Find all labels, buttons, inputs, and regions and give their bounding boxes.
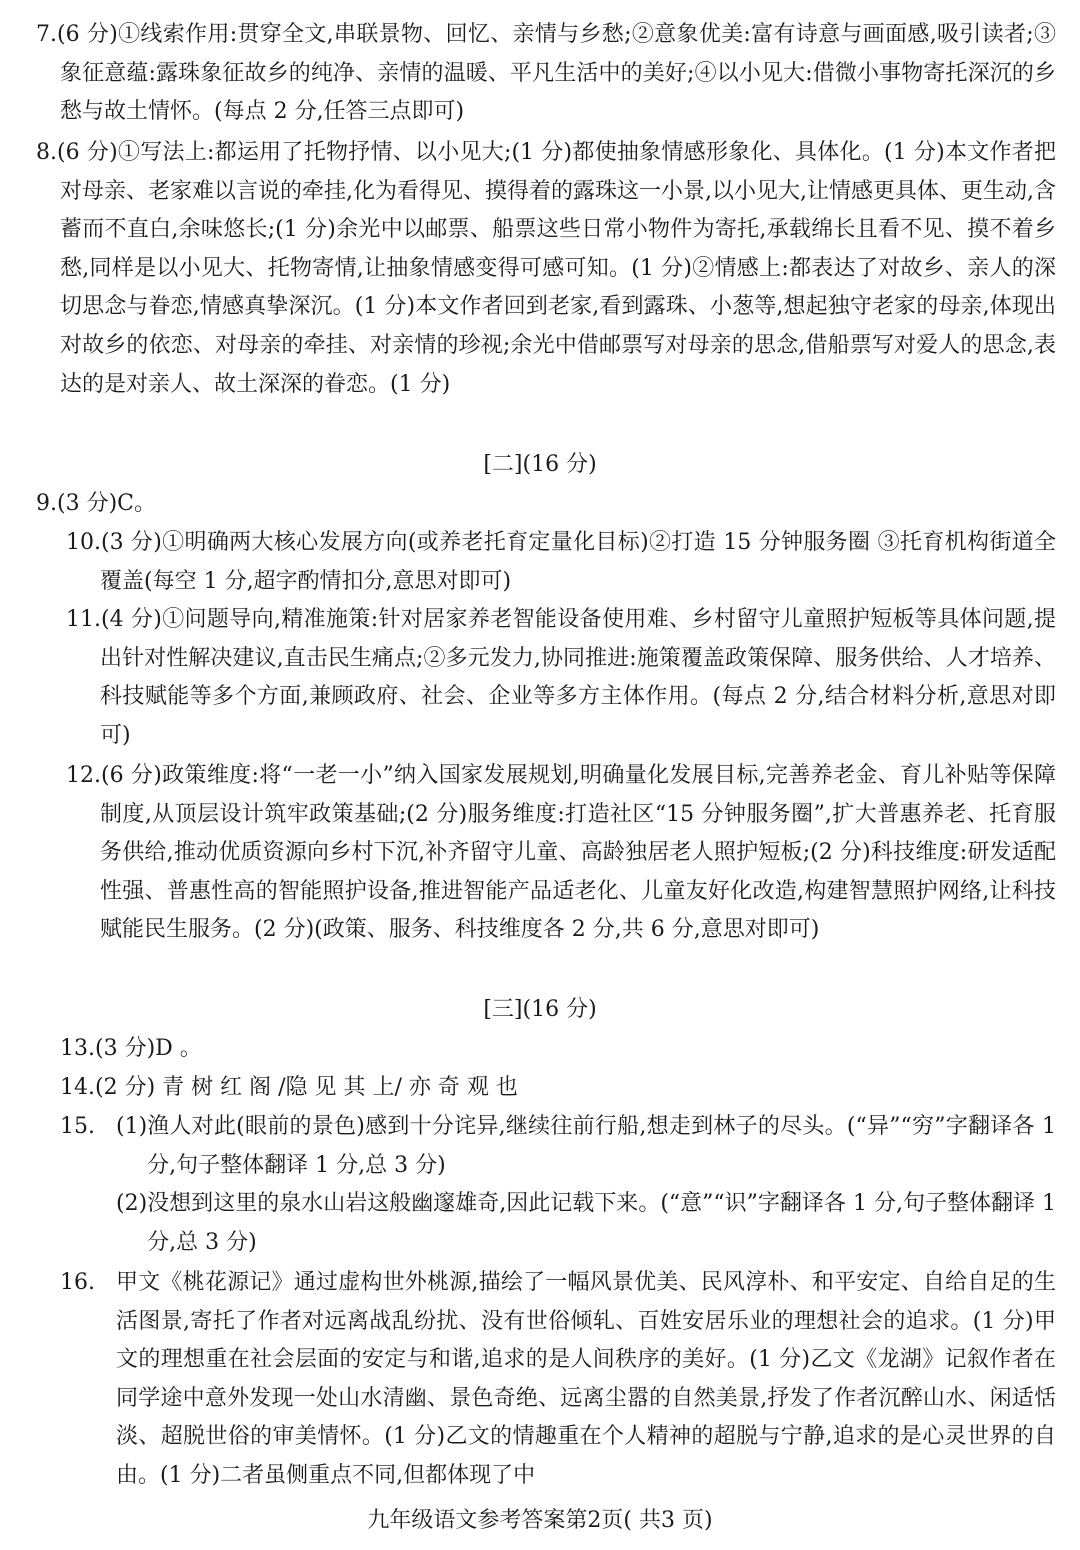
q9-text: (3 分)C。 <box>57 491 156 516</box>
q10-number: 10. <box>66 530 101 555</box>
answer-q7 <box>36 16 1056 132</box>
q14-text: (2 分) 青 树 红 阁 /隐 见 其 上/ 亦 奇 观 也 <box>95 1075 518 1100</box>
q7-number: 7. <box>36 22 57 47</box>
q9-number: 9. <box>36 491 57 516</box>
q8-text: (6 分)①写法上:都运用了托物抒情、以小见大;(1 分)都使抽象情感形象化、具体化。(1 分)本文作者把对母亲、老家难以言说的牵挂,化为看得见、摸得着的露珠这一小景,以小见大,让情感更具体、更生动,含蓄而不直白,余味悠长;(1 分)余光中以邮票、船票这些日常小物件为寄托,承载绵长且看不见、摸不着乡愁,同样是以小见大、托物寄情,让抽象情感变得可感可知。(1 分)②情感上:都表达了对故乡、亲人的深切思念与眷恋,情感真挚深沉。(1 分)本文作者回到老家,看到露珠、小葱等,想起独守老家的母亲,体现出对故乡的依恋、对母亲的牵挂、对亲情的珍视;余光中借邮票写对母亲的思念,借船票写对爱人的思念,表达的是对亲人、故土深深的眷恋。(1 分) <box>57 140 1056 397</box>
q11-text: (4 分)①问题导向,精准施策:针对居家养老智能设备使用难、乡村留守儿童照护短板等具体问题,提出针对性解决建议,直击民生痛点;②多元发力,协同推进:施策覆盖政策保障、服务供给、人才培养、科技赋能等多个方面,兼顾政府、社会、企业等多方主体作用。(每点 2 分,结合材料分析,意思对即可) <box>100 607 1056 748</box>
q10-text: (3 分)①明确两大核心发展方向(或养老托育定量化目标)②打造 15 分钟服务圈 ③托育机构街道全覆盖(每空 1 分,超字酌情扣分,意思对即可) <box>100 530 1056 594</box>
section-two-title: [二](16 分) <box>483 452 597 477</box>
answer-q10 <box>66 524 1056 601</box>
q13-text: (3 分)D 。 <box>95 1036 202 1061</box>
answer-q15 <box>60 1108 1056 1262</box>
answer-q9 <box>36 485 1056 524</box>
answer-q14 <box>60 1069 1056 1108</box>
q15-part1-number: (1) <box>116 1114 148 1139</box>
section-three-title: [三](16 分) <box>483 997 597 1022</box>
q8-number: 8. <box>36 140 57 165</box>
answer-q16 <box>60 1264 1056 1496</box>
q15-part2-text: 没想到这里的泉水山岩这般幽邃雄奇,因此记载下来。(“意”“识”字翻译各 1 分,句子整体翻译 1 分,总 3 分) <box>147 1191 1056 1255</box>
q15-part1 <box>116 1108 1056 1185</box>
q15-part2-number: (2) <box>116 1191 148 1217</box>
page-footer: 九年级语文参考答案第2页( 共3 页) <box>367 1508 713 1533</box>
q12-number: 12. <box>66 763 101 788</box>
answer-q8 <box>36 134 1056 404</box>
q12-text: (6 分)政策维度:将“一老一小”纳入国家发展规划,明确量化发展目标,完善养老金、育儿补贴等保障制度,从顶层设计筑牢政策基础;(2 分)服务维度:打造社区“15 分钟服务圈”,扩大普惠养老、托育服务供给,推动优质资源向乡村下沉,补齐留守儿童、高龄独居老人照护短板;(2 分)科技维度:研发适配性强、普惠性高的智能照护设备,推进智能产品适老化、儿童友好化改造,构建智慧照护网络,让科技赋能民生服务。(2 分)(政策、服务、科技维度各 2 分,共 6 分,意思对即可) <box>100 763 1056 943</box>
q11-number: 11. <box>66 607 101 632</box>
q15-number: 15. <box>60 1114 95 1139</box>
q15-part2 <box>116 1185 1056 1262</box>
answer-q12 <box>66 757 1056 950</box>
q16-text: 甲文《桃花源记》通过虚构世外桃源,描绘了一幅风景优美、民风淳朴、和平安定、自给自足的生活图景,寄托了作者对远离战乱纷扰、没有世俗倾轧、百姓安居乐业的理想社会的追求。(1 分)甲文的理想重在社会层面的安定与和谐,追求的是人间秩序的美好。(1 分)乙文《龙湖》记叙作者在同学途中意外发现一处山水清幽、景色奇绝、远离尘嚣的自然美景,抒发了作者沉醉山水、闲适恬淡、超脱世俗的审美情怀。(1 分)乙文的情趣重在个人精神的超脱与宁静,追求的是心灵世界的自由。(1 分)二者虽侧重点不同,但都体现了中 <box>116 1270 1056 1488</box>
answer-q13 <box>60 1030 1056 1069</box>
q16-number: 16. <box>60 1270 95 1295</box>
q14-number: 14. <box>60 1075 95 1100</box>
q13-number: 13. <box>60 1036 95 1061</box>
q7-text: (6 分)①线索作用:贯穿全文,串联景物、回忆、亲情与乡愁;②意象优美:富有诗意与画面感,吸引读者;③象征意蕴:露珠象征故乡的纯净、亲情的温暖、平凡生活中的美好;④以小见大:借微小事物寄托深沉的乡愁与故土情怀。(每点 2 分,任答三点即可) <box>57 22 1056 125</box>
q15-part1-text: 渔人对此(眼前的景色)感到十分诧异,继续往前行船,想走到林子的尽头。(“异”“穷”字翻译各 1 分,句子整体翻译 1 分,总 3 分) <box>147 1114 1056 1178</box>
answer-q11 <box>66 601 1056 755</box>
